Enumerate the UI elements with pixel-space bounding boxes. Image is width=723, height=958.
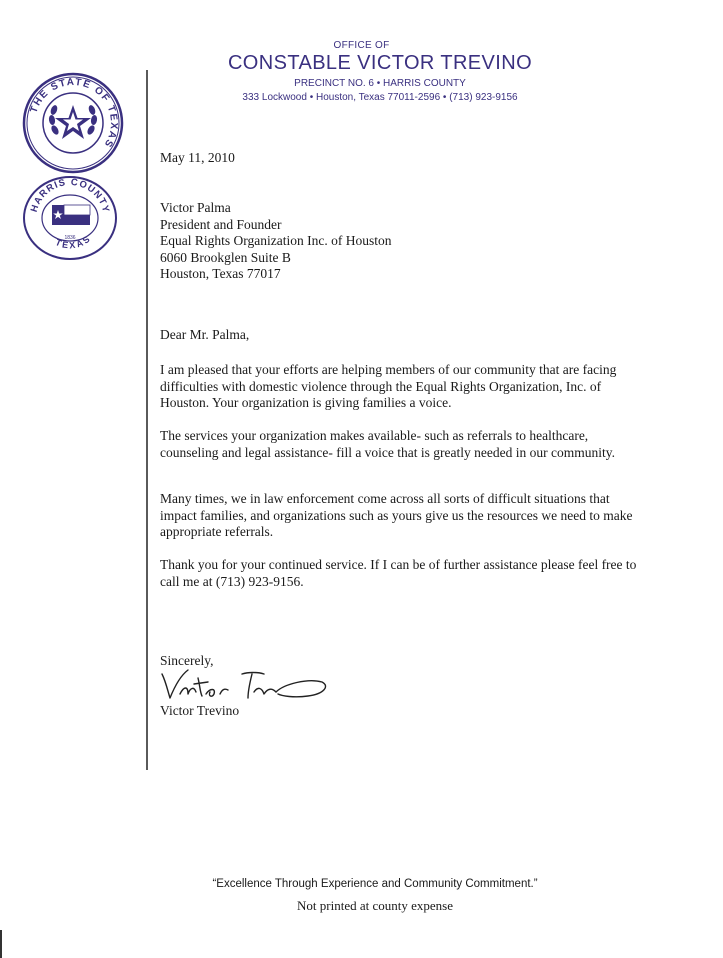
texas-state-seal-icon xyxy=(22,72,124,174)
page-edge-mark xyxy=(0,930,2,958)
svg-text:HARRIS COUNTY: HARRIS COUNTY xyxy=(28,176,112,215)
address-line: 333 Lockwood • Houston, Texas 77011-2596 • (713) 923-9156 xyxy=(242,92,518,103)
footer-disclaimer: Not printed at county expense xyxy=(297,898,453,913)
recipient-city: Houston, Texas 77017 xyxy=(160,266,281,281)
left-margin-rule xyxy=(146,70,148,770)
body-paragraph-3: Many times, we in law enforcement come across all sorts of difficult situations that impact families, and organizations such as yours give us the resources we need to make appropriate referrals. xyxy=(160,491,633,539)
letter-date: May 11, 2010 xyxy=(160,150,235,165)
constable-name-heading: CONSTABLE VICTOR TREVINO xyxy=(227,52,533,74)
footer-motto: “Excellence Through Experience and Community Commitment.” xyxy=(212,878,538,890)
harris-county-seal-icon xyxy=(22,175,118,261)
svg-text:THE STATE OF TEXAS: THE STATE OF TEXAS xyxy=(28,76,120,150)
handwritten-signature xyxy=(158,664,333,706)
recipient-address-block xyxy=(160,200,640,283)
recipient-name: Victor Palma xyxy=(160,200,231,215)
recipient-organization: Equal Rights Organization Inc. of Houston xyxy=(160,233,392,248)
body-paragraph-1: I am pleased that your efforts are helping members of our community that are facing difficulties with domestic violence through the Equal Rights Organization, Inc. of Houston. Your organization is giving families a voice. xyxy=(160,362,617,410)
precinct-line: PRECINCT NO. 6 • HARRIS COUNTY xyxy=(294,78,466,89)
body-paragraph-4: Thank you for your continued service. If I can be of further assistance please feel free to call me at (713) 923-9156. xyxy=(160,557,637,589)
body-paragraph-2: The services your organization makes available- such as referrals to healthcare, counseling and legal assistance- fill a voice that is greatly needed in our community. xyxy=(160,428,615,460)
recipient-street: 6060 Brookglen Suite B xyxy=(160,249,291,265)
recipient-title: President and Founder xyxy=(160,216,282,232)
svg-text:TEXAS: TEXAS xyxy=(53,232,94,251)
closing: Sincerely, xyxy=(160,653,214,668)
signer-name: Victor Trevino xyxy=(160,703,240,718)
salutation: Dear Mr. Palma, xyxy=(160,327,250,342)
office-of-label: OFFICE OF xyxy=(333,40,390,51)
svg-text:1836: 1836 xyxy=(64,235,76,241)
